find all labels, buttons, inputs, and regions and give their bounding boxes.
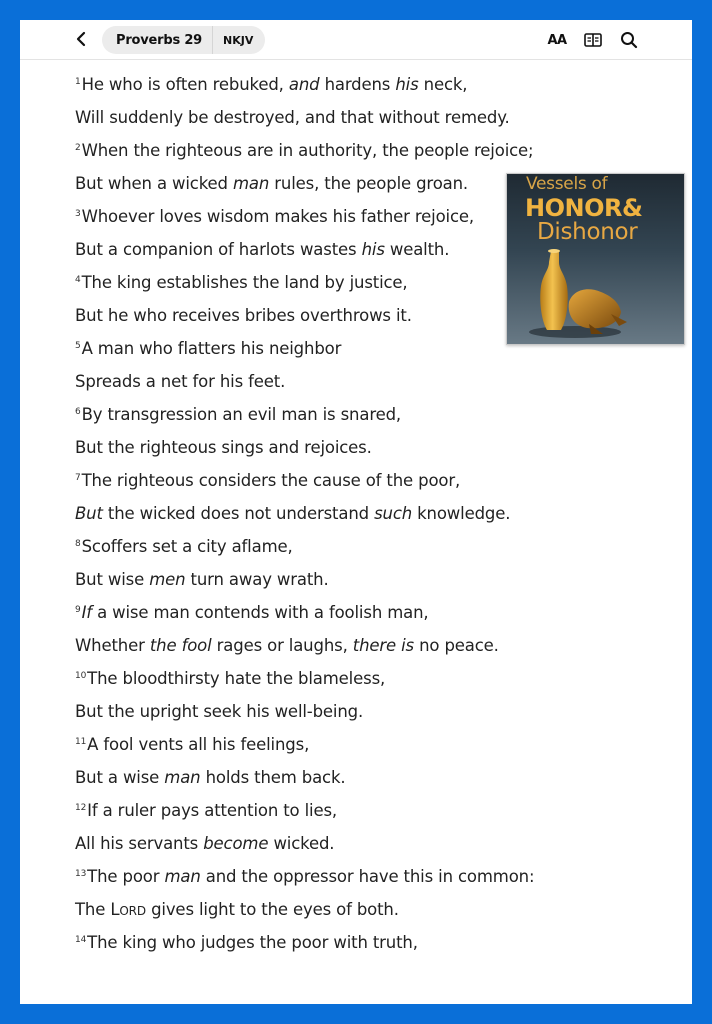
verse-text: When the righteous are in authority, the people rejoice; bbox=[81, 141, 534, 160]
verse-text: The righteous considers the cause of the poor, bbox=[81, 471, 461, 490]
top-toolbar bbox=[20, 20, 692, 60]
verse-text: rules, the people groan. bbox=[269, 174, 469, 193]
verse-text: knowledge. bbox=[412, 504, 511, 523]
verse-text: Scoffers set a city aflame, bbox=[81, 537, 293, 556]
verse-number: 4 bbox=[75, 275, 81, 285]
verse-italic-text: his bbox=[395, 75, 419, 94]
verse-number: 2 bbox=[75, 143, 81, 153]
verse-number: 14 bbox=[75, 935, 87, 945]
verse-line[interactable] bbox=[75, 530, 675, 563]
verse-italic-text: man bbox=[164, 867, 201, 886]
verse-italic-text: such bbox=[374, 504, 413, 523]
verse-italic-text: If bbox=[81, 603, 92, 622]
verse-text: a wise man contends with a foolish man, bbox=[91, 603, 429, 622]
verse-line[interactable] bbox=[75, 662, 675, 695]
verse-line[interactable] bbox=[75, 893, 675, 926]
verse-text: The poor bbox=[87, 867, 165, 886]
text-size-button[interactable] bbox=[546, 29, 568, 51]
verse-text: But wise bbox=[75, 570, 150, 589]
parallel-view-icon bbox=[584, 33, 602, 47]
verse-text: But the righteous sings and rejoices. bbox=[75, 438, 372, 457]
verse-number: 11 bbox=[75, 737, 87, 747]
verse-text: and the oppressor have this in common: bbox=[200, 867, 535, 886]
verse-italic-text: and bbox=[288, 75, 320, 94]
verse-italic-text: man bbox=[164, 768, 201, 787]
verse-number: 6 bbox=[75, 407, 81, 417]
back-button[interactable] bbox=[70, 28, 92, 50]
search-icon bbox=[620, 31, 638, 49]
verse-line[interactable] bbox=[75, 695, 675, 728]
verse-text: But a companion of harlots wastes bbox=[75, 240, 362, 259]
verse-text: The bloodthirsty hate the blameless, bbox=[87, 669, 386, 688]
verse-line[interactable] bbox=[75, 365, 675, 398]
verse-text: But a wise bbox=[75, 768, 165, 787]
verse-line[interactable] bbox=[75, 728, 675, 761]
text-size-icon: AA bbox=[547, 32, 567, 48]
verse-line[interactable] bbox=[75, 101, 675, 134]
verse-line[interactable] bbox=[75, 134, 675, 167]
verse-line[interactable] bbox=[75, 431, 675, 464]
verse-number: 7 bbox=[75, 473, 81, 483]
promo-image-vessels[interactable] bbox=[506, 173, 685, 345]
verse-italic-text: man bbox=[232, 174, 270, 193]
version-button[interactable]: NKJV bbox=[223, 33, 254, 47]
verse-text: Will suddenly be destroyed, and that without remedy. bbox=[75, 108, 510, 127]
verse-italic-text: But bbox=[75, 504, 103, 523]
verse-text: By transgression an evil man is snared, bbox=[81, 405, 402, 424]
verse-text: holds them back. bbox=[200, 768, 346, 787]
verse-italic-text: there is bbox=[352, 636, 415, 655]
verse-italic-text: his bbox=[361, 240, 385, 259]
verse-line[interactable] bbox=[75, 596, 675, 629]
verse-line[interactable] bbox=[75, 398, 675, 431]
verse-line[interactable] bbox=[75, 761, 675, 794]
verse-text: He who is often rebuked, bbox=[81, 75, 289, 94]
verse-italic-text: men bbox=[149, 570, 186, 589]
verse-line[interactable] bbox=[75, 926, 675, 959]
verse-text: the wicked does not understand bbox=[102, 504, 375, 523]
verse-text: gives light to the eyes of both. bbox=[145, 900, 399, 919]
verse-number: 5 bbox=[75, 341, 81, 351]
book-chapter-button[interactable]: Proverbs 29 bbox=[116, 32, 203, 48]
verse-line[interactable] bbox=[75, 860, 675, 893]
verse-text: A man who flatters his neighbor bbox=[81, 339, 342, 358]
verse-number: 3 bbox=[75, 209, 81, 219]
verse-text: neck, bbox=[418, 75, 468, 94]
verse-line[interactable] bbox=[75, 68, 675, 101]
parallel-view-button[interactable] bbox=[582, 29, 604, 51]
verse-text: The king who judges the poor with truth, bbox=[87, 933, 418, 952]
verse-text: But when a wicked bbox=[75, 174, 233, 193]
verse-italic-text: the fool bbox=[149, 636, 212, 655]
verse-number: 1 bbox=[75, 77, 81, 87]
verse-text: But the upright seek his well-being. bbox=[75, 702, 364, 721]
verse-text: Whoever loves wisdom makes his father rejoice, bbox=[81, 207, 474, 226]
verse-number: 8 bbox=[75, 539, 81, 549]
verse-number: 10 bbox=[75, 671, 87, 681]
toolbar-actions bbox=[546, 29, 640, 51]
verse-text: no peace. bbox=[414, 636, 499, 655]
vase-illustration bbox=[507, 174, 684, 344]
verse-text: rages or laughs, bbox=[211, 636, 353, 655]
verse-line[interactable] bbox=[75, 464, 675, 497]
verse-italic-text: become bbox=[203, 834, 269, 853]
verse-line[interactable] bbox=[75, 827, 675, 860]
verse-line[interactable] bbox=[75, 794, 675, 827]
verse-number: 12 bbox=[75, 803, 87, 813]
search-button[interactable] bbox=[618, 29, 640, 51]
verse-line[interactable] bbox=[75, 563, 675, 596]
verse-text: All his servants bbox=[75, 834, 204, 853]
verse-text: wicked. bbox=[268, 834, 335, 853]
verse-line[interactable] bbox=[75, 629, 675, 662]
verse-text: But he who receives bribes overthrows it. bbox=[75, 306, 412, 325]
verse-text: The bbox=[75, 900, 111, 919]
verse-text: Spreads a net for his feet. bbox=[75, 372, 286, 391]
verse-line[interactable] bbox=[75, 497, 675, 530]
verse-text: wealth. bbox=[384, 240, 450, 259]
verse-text: hardens bbox=[319, 75, 396, 94]
promo-title-line1: Vessels of bbox=[526, 174, 608, 194]
verse-divine-name: Lord bbox=[110, 900, 146, 919]
verse-text: The king establishes the land by justice, bbox=[81, 273, 408, 292]
promo-title-line2: HONOR& bbox=[525, 194, 643, 222]
chevron-left-icon bbox=[75, 31, 87, 47]
verse-text: A fool vents all his feelings, bbox=[87, 735, 310, 754]
verse-text: Whether bbox=[75, 636, 150, 655]
app-window bbox=[20, 20, 692, 1004]
verse-text: turn away wrath. bbox=[185, 570, 329, 589]
verse-text: If a ruler pays attention to lies, bbox=[87, 801, 338, 820]
verse-number: 13 bbox=[75, 869, 87, 879]
promo-title-line3: Dishonor bbox=[537, 219, 638, 245]
verse-number: 9 bbox=[75, 605, 81, 615]
passage-selector bbox=[102, 26, 265, 54]
